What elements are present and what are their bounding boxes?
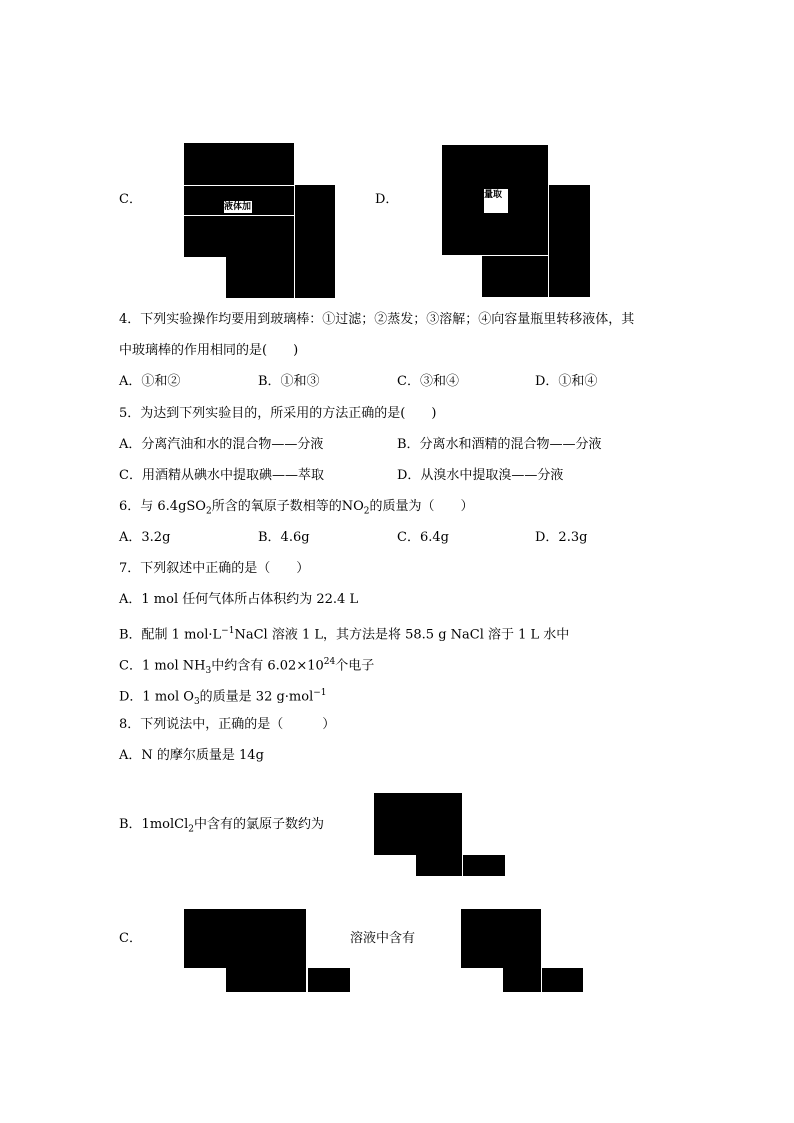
- q5-option-c: C．用酒精从碘水中提取碘——萃取: [119, 468, 324, 483]
- q7-option-c: C．1 mol $NH_3$中约含有 $6.02\times 10^{24}$个电子: [119, 657, 375, 676]
- option-c-label: C．: [119, 192, 142, 207]
- q5-option-b: B．分离水和酒精的混合物——分液: [397, 437, 602, 452]
- q8-c-formula-image-1: [184, 909, 350, 992]
- q8-option-c-label: C．: [119, 931, 142, 946]
- q5-option-d: D．从溴水中提取溴——分液: [397, 468, 564, 483]
- figure-c-caption: 液体加: [224, 202, 252, 212]
- q8-b-formula-image: [374, 793, 505, 876]
- q5-option-a: A．分离汽油和水的混合物——分液: [119, 437, 324, 452]
- q7-option-b: B．配制 1 $mol\cdot L^{-1}NaCl$ 溶液 1 L，其方法是将 58.5 g NaCl 溶于 1 L 水中: [119, 626, 570, 643]
- q4-stem-line2: 中玻璃棒的作用相同的是( ): [119, 343, 299, 358]
- q8-option-a: A．N 的摩尔质量是 14g: [119, 748, 264, 763]
- figure-c-liquid-heating: [184, 143, 335, 298]
- q8-c-formula-image-2: [461, 909, 583, 992]
- option-d-label: D．: [375, 192, 399, 207]
- q5-stem: 5．为达到下列实验目的，所采用的方法正确的是( ): [119, 406, 437, 421]
- q8-option-b: B．1molCl$_2$中含有的氯原子数约为: [119, 817, 324, 835]
- q7-stem: 7．下列叙述中正确的是（ ）: [119, 561, 310, 576]
- q6-option-c: C．6.4g: [397, 530, 449, 545]
- q6-option-b: B．4.6g: [258, 530, 310, 545]
- q4-stem-line1: 4．下列实验操作均要用到玻璃棒：①过滤；②蒸发；③溶解；④向容量瓶里转移液体，其: [119, 312, 635, 327]
- q4-option-c: C．③和④: [397, 374, 459, 389]
- q8-option-c-text: 溶液中含有: [350, 931, 416, 946]
- q4-option-d: D．①和④: [535, 374, 598, 389]
- q7-option-a: A．1 mol 任何气体所占体积约为 22.4 L: [119, 592, 359, 607]
- q7-option-d: D．1 mol $O_3$的质量是 32 g·mol$^{-1}$: [119, 688, 327, 707]
- q4-option-b: B．①和③: [258, 374, 320, 389]
- q6-option-d: D．2.3g: [535, 530, 588, 545]
- figure-d-measuring: [442, 145, 590, 297]
- q6-stem: 6．与 6.4gSO$_2$所含的氧原子数相等的$NO_2$的质量为（ ）: [119, 499, 474, 517]
- q4-option-a: A．①和②: [119, 374, 181, 389]
- q8-stem: 8．下列说法中，正确的是（ ）: [119, 717, 336, 732]
- figure-d-caption: 量取: [484, 189, 508, 213]
- q6-option-a: A．3.2g: [119, 530, 171, 545]
